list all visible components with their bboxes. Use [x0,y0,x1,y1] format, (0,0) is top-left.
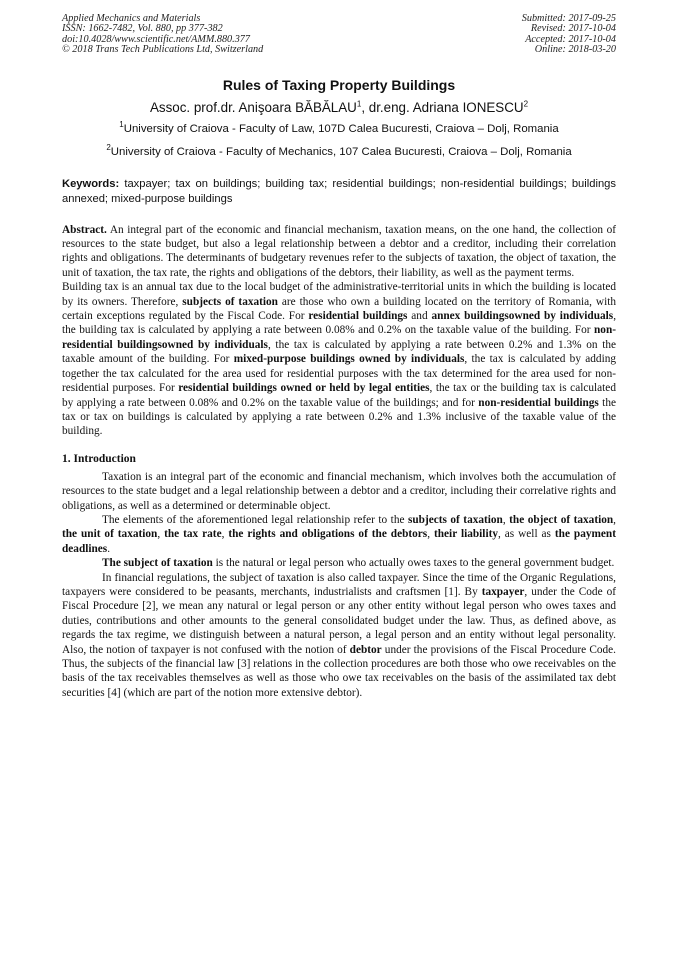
keywords [62,177,616,207]
author-2: dr.eng. Adriana IONESCU [368,99,524,115]
affiliation-2 [62,142,616,159]
affiliation-2-mark: 2 [106,142,111,152]
abstract-paragraph-1: Abstract. An integral part of the economic and financial mechanism, taxation means, on the one hand, the collection of resources to the state budget, but also a legal relationship between a debtor and a creditor, including their correlation rights and obligations. The determinants of budgetary revenues refer to the subjects of taxation, the object of taxation, the unit of taxation, the tax rate, the rights and obligations of the debtors, their liability, as well as the payment terms. [62,223,616,279]
journal-copyright: © 2018 Trans Tech Publications Ltd, Switzerland [62,44,264,56]
paper-page [62,14,616,700]
abstract [62,223,616,439]
date-accepted: Accepted: 2017-10-04 [525,33,616,45]
author-line [62,100,616,115]
journal-info [62,14,263,56]
introduction-body [62,470,616,701]
date-revised: Revised: 2017-10-04 [530,23,616,35]
intro-paragraph-2: The elements of the aforementioned legal relationship refer to the subjects of taxation, the object of taxation, the unit of taxation, the tax rate, the rights and obligations of the debtors, their liability, as well as the payment deadlines. [62,513,616,555]
author-1: Assoc. prof.dr. Anişoara BĂBĂLAU [149,99,357,115]
author-separator: , [361,99,369,115]
affiliation-1-text: University of Craiova - Faculty of Law, 107D Calea Bucuresti, Craiova – Dolj, Romania [123,122,559,135]
publication-dates [522,14,616,56]
date-submitted: Submitted: 2017-09-25 [521,13,616,24]
date-online: Online: 2018-03-20 [534,44,616,56]
journal-issn: ISSN: 1662-7482, Vol. 880, pp 377-382 [62,23,223,35]
intro-paragraph-1: Taxation is an integral part of the economic and financial mechanism, which involves both the accumulation of resources to the state budget and a legal relationship between a debtor and a creditor, including their correlative rights and obligations, as well as a determined or determinable object. [62,470,616,512]
journal-doi: doi:10.4028/www.scientific.net/AMM.880.377 [62,33,250,45]
keywords-text: taxpayer; tax on buildings; building tax; residential buildings; non-residential buildings; buildings annexed; mixed-purpose buildings [62,177,616,205]
keywords-label: Keywords: [62,177,120,190]
intro-paragraph-3: The subject of taxation is the natural or legal person who actually owes taxes to the general government budget. [102,557,615,570]
paper-title: Rules of Taxing Property Buildings [222,76,456,93]
abstract-label: Abstract. [62,223,107,236]
affiliation-2-text: University of Craiova - Faculty of Mechanics, 107 Calea Bucuresti, Craiova – Dolj, Romania [110,145,572,158]
affiliation-1-mark: 1 [119,119,124,129]
intro-paragraph-4: In financial regulations, the subject of taxation is also called taxpayer. Since the time of the Organic Regulations, taxpayers were considered to be peasants, merchants, industrialists and craftsmen [1]. By taxpayer, under the Code of Fiscal Procedure [2], we mean any natural or legal person or any other entity without legal person who owes taxes and duties, contributions and other amounts to the general consolidated budget under the law. Thus, as defined above, as regards the tax regime, we distinguish between a natural person, a legal person and an entity without legal personality. Also, the notion of taxpayer is not confused with the notion of debtor under the provisions of the Fiscal Procedure Code. Thus, the subjects of the financial law [3] relations in the collection procedures are both those who owe receivables on the basis of the tax receivables themselves as well as those who owe tax receivables on the basis of the assimilated tax debt securities [4] (which are part of the notion more extensive debtor). [62,571,616,699]
affiliation-1 [62,119,616,136]
journal-name: Applied Mechanics and Materials [62,13,201,24]
journal-header [62,14,616,56]
section-heading-introduction: 1. Introduction [62,452,136,465]
author-1-affil-mark: 1 [356,99,362,109]
abstract-paragraph-2: Building tax is an annual tax due to the local budget of the administrative-territorial units in which the building is located by its owners. Therefore, subjects of taxation are those who own a building located on the territory of Romania, with certain exceptions regulated by the Fiscal Code. For residential buildings and annex buildingsowned by individuals, the building tax is calculated by applying a rate between 0.08% and 0.2% on the taxable value of the building. For non-residential buildingsowned by individuals, the tax is calculated by applying a rate between 0.2% and 1.3% on the taxable amount of the building. For mixed-purpose buildings owned by individuals, the tax is calculated by adding together the tax calculated for the area used for residential purposes with the tax determined for the area used for non-residential purposes. For residential buildings owned or held by legal entities, the tax or the building tax is calculated by applying a rate between 0.08% and 0.2% on the taxable value of the buildings; and for non-residential buildings the tax or tax on buildings is calculated by applying a rate between 0.2% and 1.3% inclusive of the taxable value of the building. [62,281,617,438]
author-2-affil-mark: 2 [523,99,529,109]
